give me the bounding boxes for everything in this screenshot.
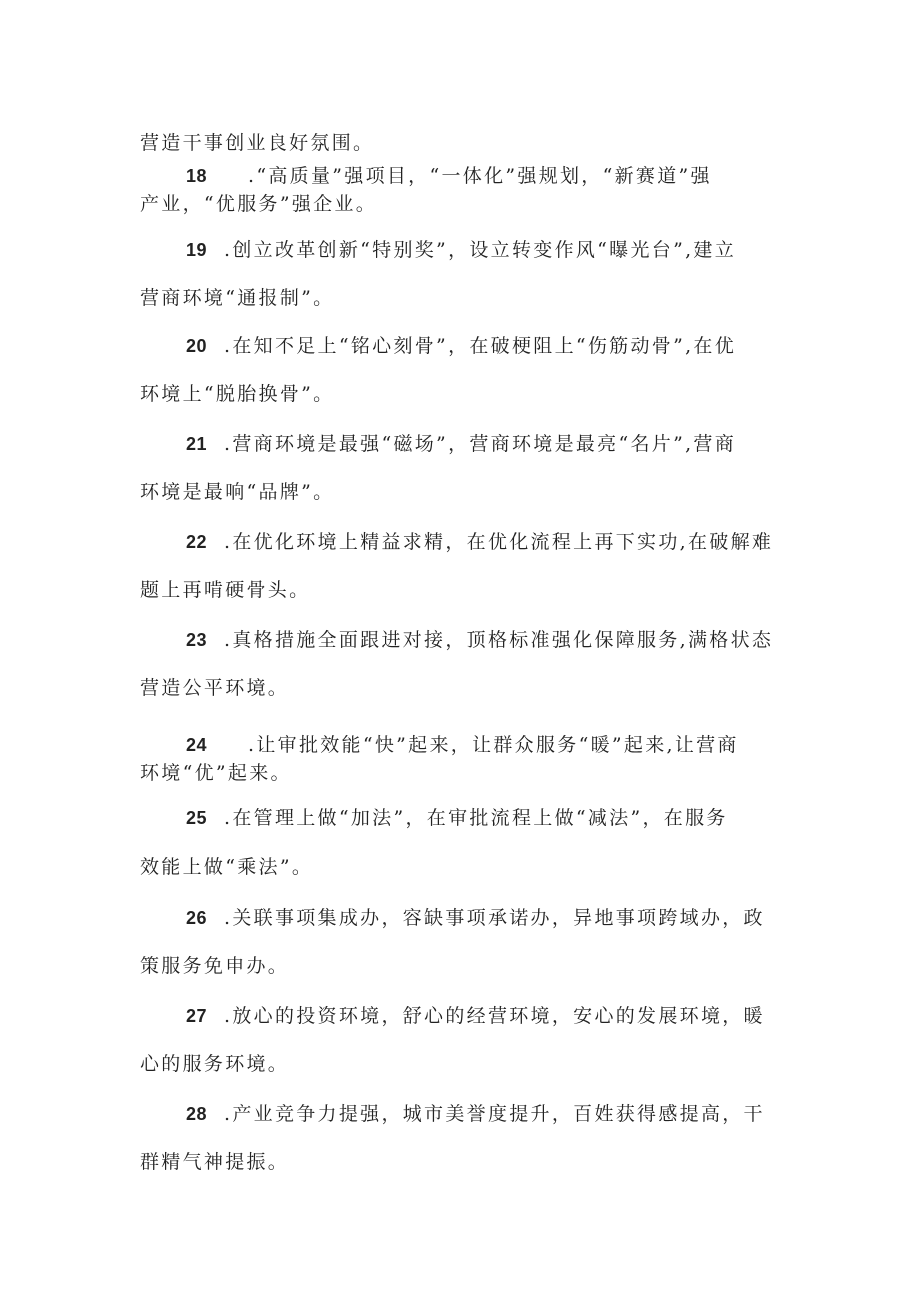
paragraph-28-line-1 xyxy=(140,1102,836,1126)
paragraph-18-line-2 xyxy=(140,192,790,216)
paragraph-20-line-2 xyxy=(140,382,790,406)
item-number: 24 xyxy=(186,735,208,755)
paragraph-18-line-1 xyxy=(140,164,836,188)
paragraph-23-line-2 xyxy=(140,676,790,700)
paragraph-text: 营造公平环境。 xyxy=(140,677,290,699)
paragraph-text: .关联事项集成办，容缺事项承诺办，异地事项跨域办，政 xyxy=(224,907,765,929)
paragraph-21-line-1 xyxy=(140,432,836,456)
item-number: 18 xyxy=(186,166,208,186)
paragraph-24-line-2 xyxy=(140,761,790,785)
item-number: 21 xyxy=(186,434,208,454)
paragraph-22-line-2 xyxy=(140,578,790,602)
paragraph-28-line-2 xyxy=(140,1150,790,1174)
paragraph-text: 群精气神提振。 xyxy=(140,1151,290,1173)
paragraph-text: 效能上做“乘法”。 xyxy=(140,856,314,878)
paragraph-text: .在优化环境上精益求精，在优化流程上再下实功,在破解难 xyxy=(224,531,774,553)
paragraph-26-line-2 xyxy=(140,954,790,978)
item-number: 23 xyxy=(186,630,208,650)
item-number: 28 xyxy=(186,1104,208,1124)
paragraph-19-line-1 xyxy=(140,238,836,262)
paragraph-text: .在知不足上“铭心刻骨”，在破梗阻上“伤筋动骨”,在优 xyxy=(224,335,737,357)
paragraph-text: .创立改革创新“特别奖”，设立转变作风“曝光台”,建立 xyxy=(224,239,737,261)
paragraph-text: 营商环境“通报制”。 xyxy=(140,287,335,309)
paragraph-20-line-1 xyxy=(140,334,836,358)
paragraph-22-line-1 xyxy=(140,530,836,554)
paragraph-27-line-1 xyxy=(140,1004,836,1028)
paragraph-text: .让审批效能“快”起来，让群众服务“暖”起来,让营商 xyxy=(248,734,739,756)
paragraph-text: 题上再啃硬骨头。 xyxy=(140,579,311,601)
paragraph-continuation xyxy=(140,131,790,155)
paragraph-23-line-1 xyxy=(140,628,836,652)
paragraph-text: 心的服务环境。 xyxy=(140,1053,290,1075)
paragraph-25-line-1 xyxy=(140,806,836,830)
paragraph-text: .真格措施全面跟进对接，顶格标准强化保障服务,满格状态 xyxy=(224,629,774,651)
item-number: 27 xyxy=(186,1006,208,1026)
paragraph-text: .放心的投资环境，舒心的经营环境，安心的发展环境，暖 xyxy=(224,1005,765,1027)
paragraph-text: .“高质量”强项目，“一体化”强规划，“新赛道”强 xyxy=(248,165,712,187)
paragraph-text: .在管理上做“加法”，在审批流程上做“减法”，在服务 xyxy=(224,807,728,829)
item-number: 19 xyxy=(186,240,208,260)
paragraph-text: 环境“优”起来。 xyxy=(140,762,292,784)
item-number: 25 xyxy=(186,808,208,828)
paragraph-text: .营商环境是最强“磁场”，营商环境是最亮“名片”,营商 xyxy=(224,433,737,455)
paragraph-21-line-2 xyxy=(140,480,790,504)
paragraph-text: 环境上“脱胎换骨”。 xyxy=(140,383,335,405)
paragraph-27-line-2 xyxy=(140,1052,790,1076)
paragraph-text: 营造干事创业良好氛围。 xyxy=(140,132,375,154)
item-number: 22 xyxy=(186,532,208,552)
paragraph-text: .产业竞争力提强，城市美誉度提升，百姓获得感提高，干 xyxy=(224,1103,765,1125)
paragraph-text: 策服务免申办。 xyxy=(140,955,290,977)
paragraph-19-line-2 xyxy=(140,286,790,310)
paragraph-25-line-2 xyxy=(140,855,790,879)
paragraph-text: 环境是最响“品牌”。 xyxy=(140,481,335,503)
paragraph-24-line-1 xyxy=(140,733,836,757)
item-number: 20 xyxy=(186,336,208,356)
paragraph-26-line-1 xyxy=(140,906,836,930)
paragraph-text: 产业，“优服务”强企业。 xyxy=(140,193,378,215)
item-number: 26 xyxy=(186,908,208,928)
